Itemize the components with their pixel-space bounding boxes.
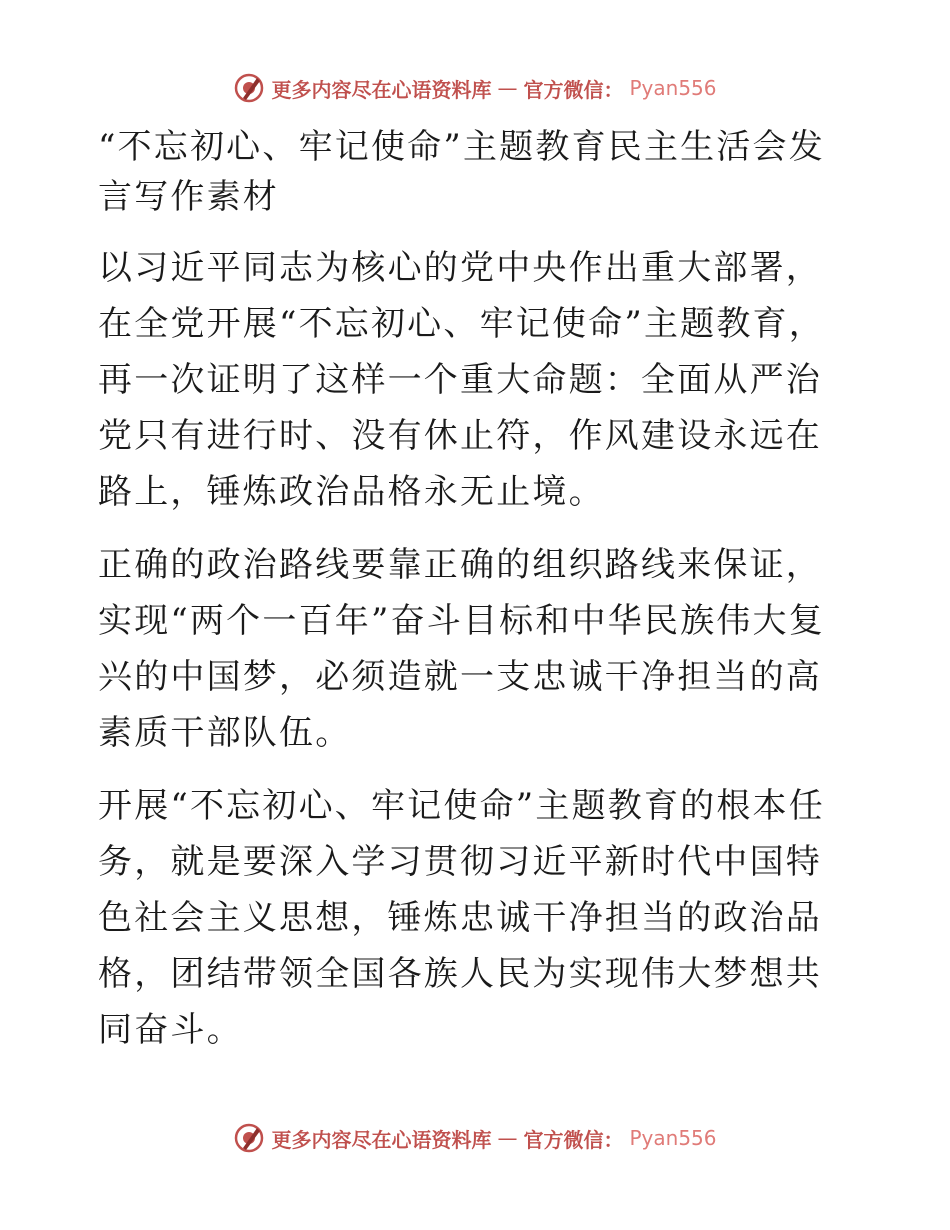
document-title: “不忘初心、牢记使命”主题教育民主生活会发言写作素材 — [98, 127, 825, 217]
paragraph-3: 开展“不忘初心、牢记使命”主题教育的根本任务，就是要深入学习贯彻习近平新时代中国特色社会主义思想，锤炼忠诚干净担当的政治品格，团结带领全国各族人民为实现伟大梦想共同奋斗。 — [98, 786, 825, 1050]
paragraph-1: 以习近平同志为核心的党中央作出重大部署，在全党开展“不忘初心、牢记使命”主题教育，再一次证明了这样一个重大命题：全面从严治党只有进行时、没有休止符，作风建设永远在路上，锤炼政治品格永无止境。 — [98, 248, 825, 512]
pen-logo-icon — [233, 72, 265, 104]
watermark-dash: — — [497, 1126, 518, 1150]
header-watermark — [0, 72, 950, 104]
watermark-wechat-label: 官方微信： — [523, 1127, 624, 1152]
footer-watermark — [0, 1122, 950, 1154]
document-body — [98, 122, 858, 1075]
watermark-text: 更多内容尽在心语资料库 — [271, 1127, 492, 1152]
paragraph-2: 正确的政治路线要靠正确的组织路线来保证，实现“两个一百年”奋斗目标和中华民族伟大复兴的中国梦，必须造就一支忠诚干净担当的高素质干部队伍。 — [98, 545, 825, 753]
watermark-dash: — — [497, 76, 518, 100]
watermark-text: 更多内容尽在心语资料库 — [271, 77, 492, 102]
watermark-wechat-id: Pyan556 — [629, 1126, 717, 1150]
watermark-wechat-label: 官方微信： — [523, 77, 624, 102]
watermark-wechat-id: Pyan556 — [629, 76, 717, 100]
pen-logo-icon — [233, 1122, 265, 1154]
